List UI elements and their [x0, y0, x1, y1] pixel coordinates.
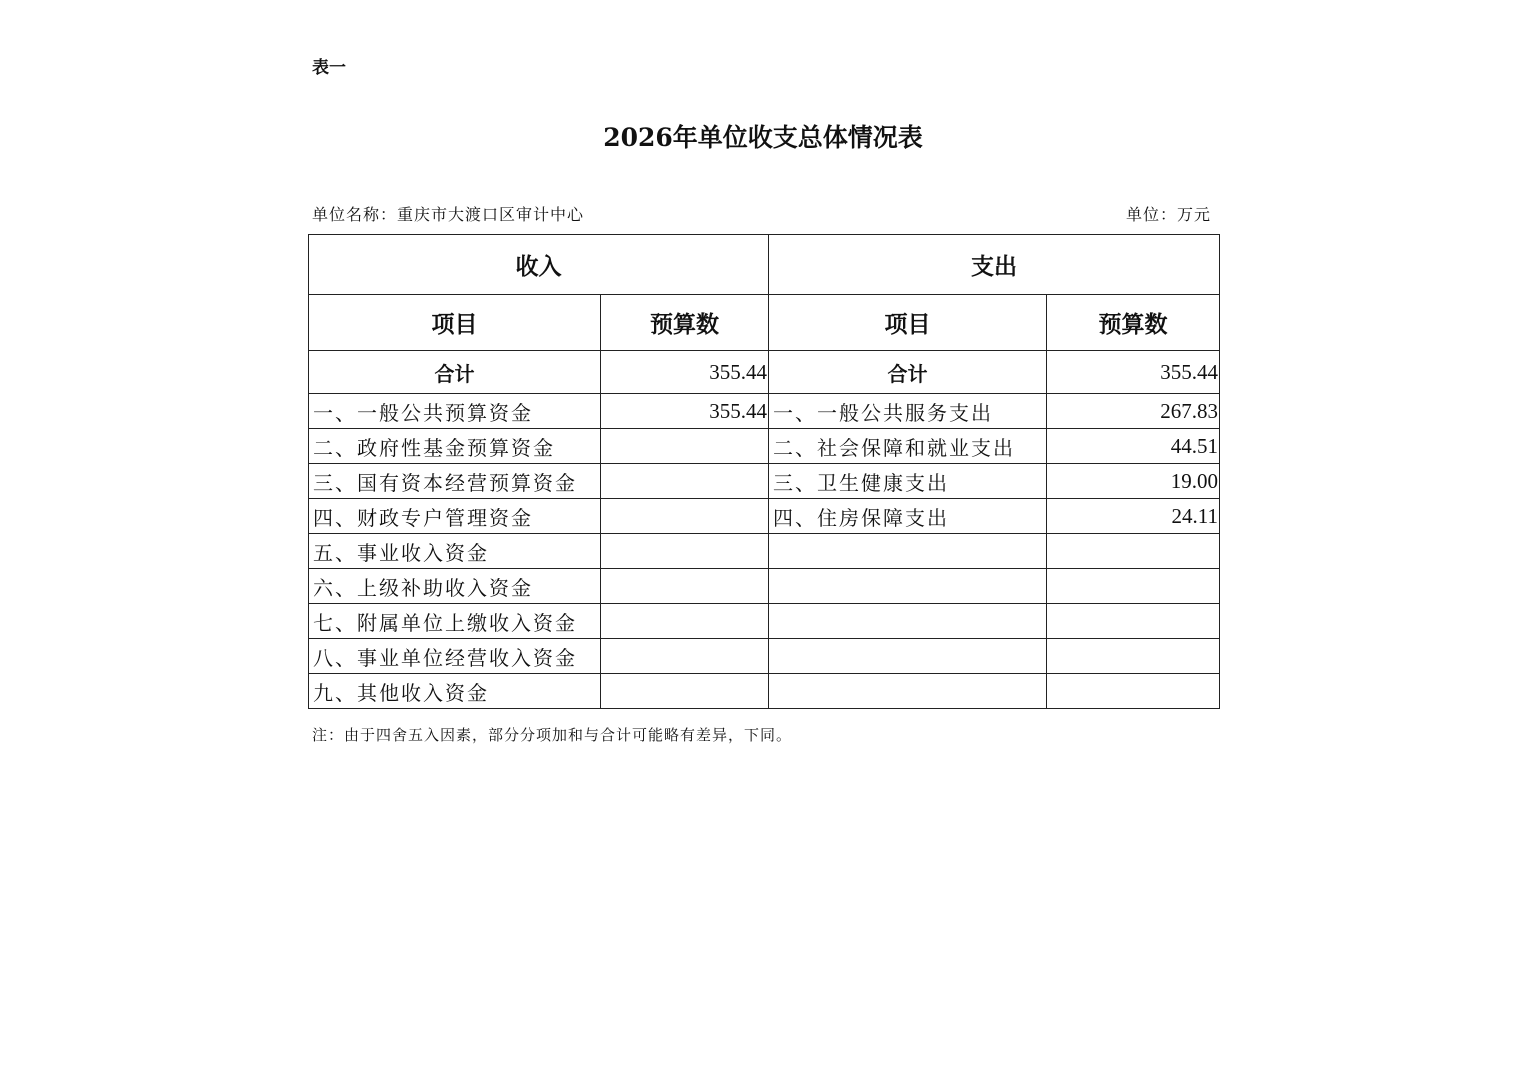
income-item: 二、政府性基金预算资金: [309, 429, 601, 464]
income-item: 一、一般公共预算资金: [309, 394, 601, 429]
table-row: [309, 429, 1220, 464]
expense-item: [769, 534, 1047, 569]
table-group-header-row: [309, 235, 1220, 295]
income-value: [601, 639, 769, 674]
expense-header: 支出: [769, 235, 1220, 295]
income-item-header: 项目: [309, 295, 601, 351]
expense-value: [1047, 639, 1220, 674]
expense-value: 44.51: [1047, 429, 1220, 464]
unit-label: 单位：万元: [1126, 205, 1212, 224]
income-value: [601, 674, 769, 709]
income-value: [601, 604, 769, 639]
table-row: [309, 394, 1220, 429]
income-item: 五、事业收入资金: [309, 534, 601, 569]
table-row: [309, 674, 1220, 709]
income-item: 三、国有资本经营预算资金: [309, 464, 601, 499]
page-title: 2026年单位收支总体情况表: [603, 123, 923, 152]
total-row: [309, 351, 1220, 394]
budget-table: [308, 234, 1220, 709]
expense-item: 二、社会保障和就业支出: [769, 429, 1047, 464]
table-row: [309, 639, 1220, 674]
income-value: [601, 464, 769, 499]
table-row: [309, 534, 1220, 569]
income-item: 九、其他收入资金: [309, 674, 601, 709]
unit-name-label: 单位名称：重庆市大渡口区审计中心: [312, 205, 585, 224]
income-value: [601, 569, 769, 604]
income-value: [601, 429, 769, 464]
income-header: 收入: [309, 235, 769, 295]
expense-item: [769, 604, 1047, 639]
expense-value: 24.11: [1047, 499, 1220, 534]
income-total-label: 合计: [309, 351, 601, 394]
expense-item: [769, 569, 1047, 604]
expense-item: 三、卫生健康支出: [769, 464, 1047, 499]
expense-value: [1047, 604, 1220, 639]
income-item: 七、附属单位上缴收入资金: [309, 604, 601, 639]
expense-item: [769, 639, 1047, 674]
expense-value: 267.83: [1047, 394, 1220, 429]
expense-total-label: 合计: [769, 351, 1047, 394]
expense-total-value: 355.44: [1047, 351, 1220, 394]
footnote: 注：由于四舍五入因素，部分分项加和与合计可能略有差异，下同。: [312, 726, 793, 744]
expense-budget-header: 预算数: [1047, 295, 1220, 351]
expense-value: [1047, 534, 1220, 569]
expense-value: [1047, 674, 1220, 709]
expense-item: [769, 674, 1047, 709]
income-item: 八、事业单位经营收入资金: [309, 639, 601, 674]
table-row: [309, 604, 1220, 639]
income-item: 六、上级补助收入资金: [309, 569, 601, 604]
table-row: [309, 464, 1220, 499]
income-value: [601, 534, 769, 569]
expense-value: 19.00: [1047, 464, 1220, 499]
expense-item: 一、一般公共服务支出: [769, 394, 1047, 429]
table-column-header-row: [309, 295, 1220, 351]
expense-item-header: 项目: [769, 295, 1047, 351]
income-item: 四、财政专户管理资金: [309, 499, 601, 534]
income-total-value: 355.44: [601, 351, 769, 394]
income-budget-header: 预算数: [601, 295, 769, 351]
expense-item: 四、住房保障支出: [769, 499, 1047, 534]
table-row: [309, 569, 1220, 604]
expense-value: [1047, 569, 1220, 604]
table-row: [309, 499, 1220, 534]
income-value: [601, 499, 769, 534]
income-value: 355.44: [601, 394, 769, 429]
table-tag: 表一: [312, 58, 346, 78]
